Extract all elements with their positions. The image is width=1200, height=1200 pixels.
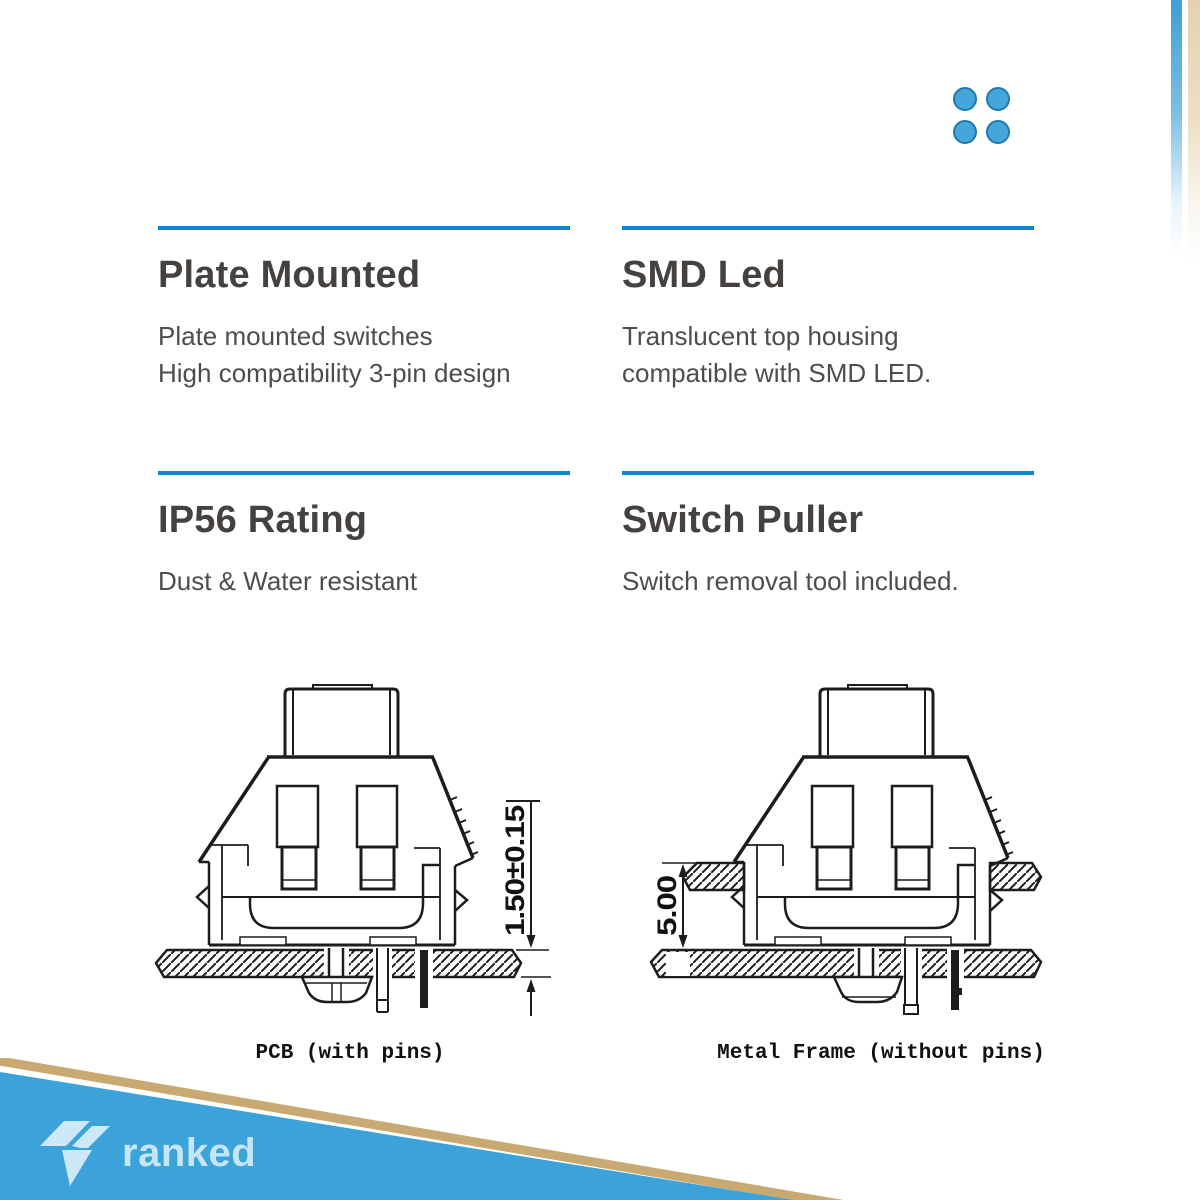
feature-smd-led: [622, 226, 1034, 392]
feature-rule: [622, 471, 1034, 475]
dimension-label: 5.00: [652, 887, 682, 936]
pcb-board: [651, 950, 1041, 977]
metal-frame-plate: [683, 863, 1041, 890]
switch-drawing: [197, 685, 478, 945]
leg-notch: [958, 988, 962, 995]
dot-icon: [986, 87, 1010, 111]
dimension-arrow: [679, 864, 688, 877]
ranked-logo-mark-icon: [36, 1118, 112, 1188]
feature-rule: [158, 471, 570, 475]
switch-pin: [420, 950, 428, 1008]
feature-rule: [622, 226, 1034, 230]
feature-line: Translucent top housing: [622, 321, 899, 351]
brand-logo: [36, 1118, 256, 1188]
feature-line: compatible with SMD LED.: [622, 358, 932, 388]
dimension-arrow: [527, 979, 536, 992]
dimension-label: 1.50±0.15: [500, 825, 530, 936]
edge-stripe-blue: [1171, 0, 1182, 255]
brand-name: ranked: [122, 1130, 257, 1175]
feature-line: High compatibility 3-pin design: [158, 358, 511, 388]
diagram-pcb-mount: [140, 672, 560, 1072]
diagram-caption: Metal Frame (without pins): [717, 1042, 1045, 1065]
feature-title: Switch Puller: [622, 499, 864, 541]
feature-title: Plate Mounted: [158, 254, 421, 296]
diagram-caption: PCB (with pins): [255, 1042, 445, 1065]
plastic-leg: [951, 950, 959, 1010]
dot-icon: [953, 87, 977, 111]
dot-icon: [986, 120, 1010, 144]
feature-ip56-rating: [158, 471, 570, 600]
feature-line: Dust & Water resistant: [158, 566, 418, 596]
feature-title: IP56 Rating: [158, 499, 368, 541]
diagram-metal-frame-mount: [630, 672, 1110, 1072]
feature-rule: [158, 226, 570, 230]
feature-line: Plate mounted switches: [158, 321, 433, 351]
feature-title: SMD Led: [622, 254, 786, 296]
feature-line: Switch removal tool included.: [622, 566, 959, 596]
dot-icon: [953, 120, 977, 144]
four-dots-icon: [953, 87, 1010, 144]
switch-drawing: [732, 685, 1013, 945]
feature-plate-mounted: [158, 226, 570, 392]
edge-stripe-tan: [1188, 0, 1200, 265]
pin-hole: [373, 948, 392, 979]
feature-switch-puller: [622, 471, 1034, 600]
